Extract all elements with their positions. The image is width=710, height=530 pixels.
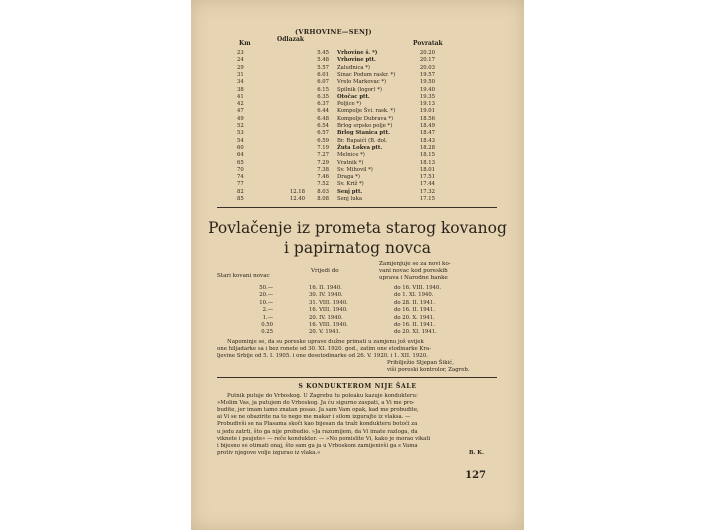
table-row: 74 7.46 Draga *) 17.51 [237, 174, 435, 181]
header-povratak: Povratak [413, 40, 443, 47]
coins-heading-line2: i papirnatog novca [284, 239, 431, 257]
table-row: 64 7.27 Melnice *) 18.15 [237, 152, 435, 159]
table-row: 31 6.01 Sinac Podum raskr. *) 19.57 [237, 71, 435, 78]
story-line: protiv njegove volje izgurao iz vlaka.« [217, 449, 321, 456]
table-row: 54 6.59 Br. Rapaići (B. dol. 18.43 [237, 137, 435, 144]
divider [217, 377, 497, 378]
col3-header-3: uprava i Narodne banke [379, 275, 448, 281]
table-row: 77 7.52 Sv. Križ *) 17.44 [237, 181, 435, 188]
table-row: 70 7.38 Sv. Mihovil *) 18.01 [237, 166, 435, 173]
table-row: 24 5.48 Vrhovine ptt. 20.17 [237, 57, 435, 64]
col3-header-1: Zamjenjuje se za novi ko- [379, 261, 451, 267]
timetable-title: (VRHOVINE—SENJ) [295, 28, 372, 36]
story-line: i bijesno se otimati onaj, što sam ga ja u Vrboskom zamijenivši ga s Vama [217, 442, 418, 449]
story-line: budite, jer imam tamo znatan posao. Ja sam Vam opak, kad me probudite, [217, 407, 419, 414]
table-row: 42 6.37 Poljice *) 19.13 [237, 101, 435, 108]
table-row: 2.— 16. VIII. 1940. do 16. II. 1941. [262, 307, 436, 314]
header-km: Km [239, 40, 251, 47]
col2-header: Vrijedi do [311, 268, 339, 274]
table-row: 49 6.48 Kompolje Dubrava *) 18.56 [237, 115, 435, 122]
story-line: u jedu zatrti, što ga nije probudio. »Ja razumijem, da Vi imate razloga, da [217, 428, 418, 435]
signature-title: viši poreski kontrolor, Zagreb. [387, 367, 470, 373]
table-row: 53 6.57 Brlog Stanica ptt. 18.47 [237, 130, 435, 137]
table-row: 34 6.07 Vrelo Markovac *) 19.50 [237, 79, 435, 86]
book-page [191, 0, 524, 530]
table-row: 52 6.54 Brlog srpsko polje *) 18.49 [237, 123, 435, 129]
story-author: B. K. [469, 449, 484, 456]
table-row: 0.25 20. V. 1941. do 20. XI. 1941. [261, 329, 437, 336]
table-row: 10.— 31. VIII. 1940. do 28. II. 1941. [259, 299, 436, 306]
col1-header: Stari kovani novac [217, 273, 270, 279]
table-row: 41 6.35 Otočac ptt. 19.35 [237, 93, 435, 100]
table-row: 29 5.57 Zaluđnica *) 20.03 [237, 64, 435, 71]
table-row: 47 6.44 Kompolje Švi. rask. *) 19.01 [237, 108, 435, 115]
note-line-1: Napominje se, da su poreske uprave dužne primati u zamjenu još uvijek [227, 339, 424, 345]
divider [217, 207, 497, 208]
table-row: 23 5.45 Vrhovine š. *) 20.20 [237, 50, 435, 56]
table-row: 65 7.29 Vratnik *) 18.13 [237, 159, 435, 166]
note-line-2: one hiljadarke sa i bez ronete od 30. XI. 1920. god., zatim one stodinarke Kra- [217, 346, 432, 352]
table-row: 38 6.15 Spilnik (logor) *) 19.40 [237, 86, 435, 93]
story-line: Probudivši se na Plasama skoči kao bijesan da traži kondukteru botoći za [217, 421, 418, 428]
story-line: »Molim Vas, ja putujem do Vrboskog. Ja ću sigurno zaspati, a Vi me pro- [217, 400, 415, 407]
signature-name: Pribilježio Stjepan Šikić, [387, 360, 454, 366]
note-line-3: ljevine Srbije od 5. I. 1905. i one desetodinarke od 26. V. 1920. i 1. XII. 1920. [217, 353, 428, 359]
table-row: 60 7.19 Žuta Lokva ptt. 18.28 [237, 144, 435, 151]
table-row: 50.— 16. II. 1940. do 16. VIII. 1940. [259, 285, 442, 291]
coins-heading-line1: Povlačenje iz prometa starog kovanog [208, 219, 507, 237]
table-row: 1.— 20. IV. 1940. do 20. X. 1941. [262, 314, 435, 321]
story-line: Putnik putuje do Vrboskog. U Zagrebu tu poleaku kazuje kondukteru: [227, 393, 418, 399]
table-row: 82 12.18 8.03 Senj ptt. 17.32 [237, 188, 435, 195]
page-number: 127 [465, 470, 486, 481]
table-row: 85 12.40 8.08 Senj luka 17.15 [237, 196, 435, 202]
story-line: viknete i psujete« — reče kondukter. — »No pomislite Vi, kako je morao vikati [217, 435, 431, 442]
story-title: S KONDUKTEROM NIJE ŠALE [298, 383, 417, 390]
col3-header-2: vani novac kod poreskih [379, 268, 448, 274]
story-line: ai Vi se ne obazirite na to nego me makar i silom izgurajte iz vlaksa. — [217, 414, 411, 421]
table-row: 20.— 30. IV. 1940. do 1. XI. 1940. [259, 292, 434, 299]
header-odlazak: Odlazak [277, 36, 305, 43]
table-row: 0.50 16. VIII. 1940. do 16. II. 1941. [261, 322, 436, 328]
